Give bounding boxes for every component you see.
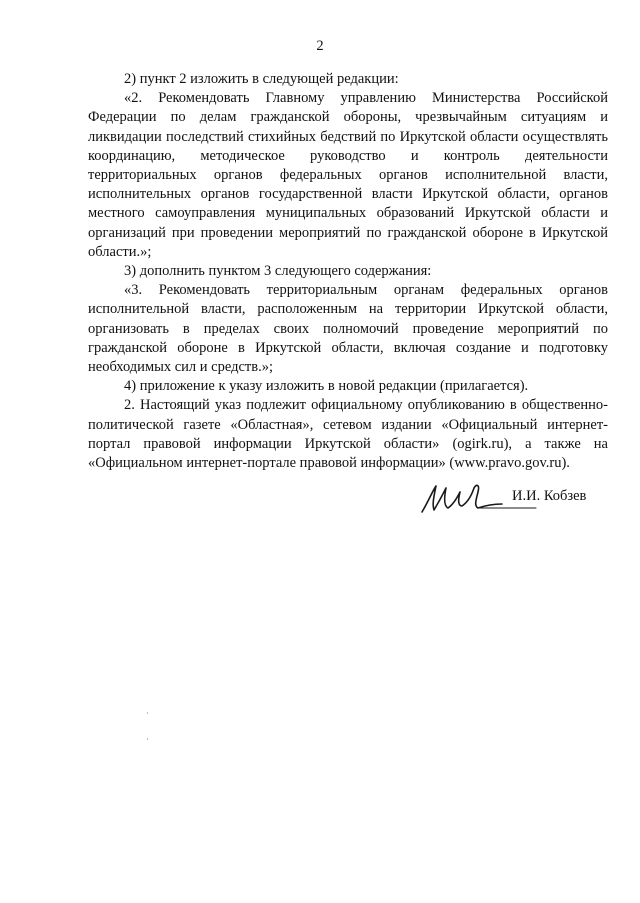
scan-artifact <box>147 738 148 740</box>
paragraph-point-2-text: «2. Рекомендовать Главному управлению Министерства Российской Федерации по делам гражданской обороны, чрезвычайным ситуациям и ликвидации последствий стихийных бедствий по Иркутской области осуществлять координацию, методическое руководство и контроль деятельности территориальных органов федеральных органов исполнительной власти, исполнительных органов государственной власти Иркутской области, органов местного самоуправления муниципальных образований Иркутской области и организаций при проведении мероприятий по гражданской обороне в Иркутской области.»; <box>88 90 608 260</box>
signer-name: И.И. Кобзев <box>512 488 587 504</box>
page-number: 2 <box>316 38 324 54</box>
paragraph-appendix: 4) приложение к указу изложить в новой редакции (прилагается). <box>124 378 529 395</box>
scan-artifact <box>147 712 148 714</box>
paragraph-amend-point-2: 2) пункт 2 изложить в следующей редакции: <box>124 71 399 87</box>
paragraph-publication: 2. Настоящий указ подлежит официальному опубликованию в общественно-политической газете «Областная», сетевом издании «Официальный интернет-портал правовой информации Иркутской области» (ogirk.ru), а также на «Официальном интернет-портале правовой информации» (www.pravo.gov.ru). <box>88 397 608 472</box>
document-body <box>88 70 608 473</box>
paragraph-add-point-3: 3) дополнить пунктом 3 следующего содержания: <box>124 263 432 280</box>
paragraph-point-3-text: «3. Рекомендовать территориальным органам федеральных органов исполнительной власти, расположенным на территории Иркутской области, организовать в пределах своих полномочий проведение мероприятий по гражданской обороне в Иркутской области, включая создание и подготовку необходимых сил и средств.»; <box>88 282 608 376</box>
signature-block <box>418 474 608 522</box>
